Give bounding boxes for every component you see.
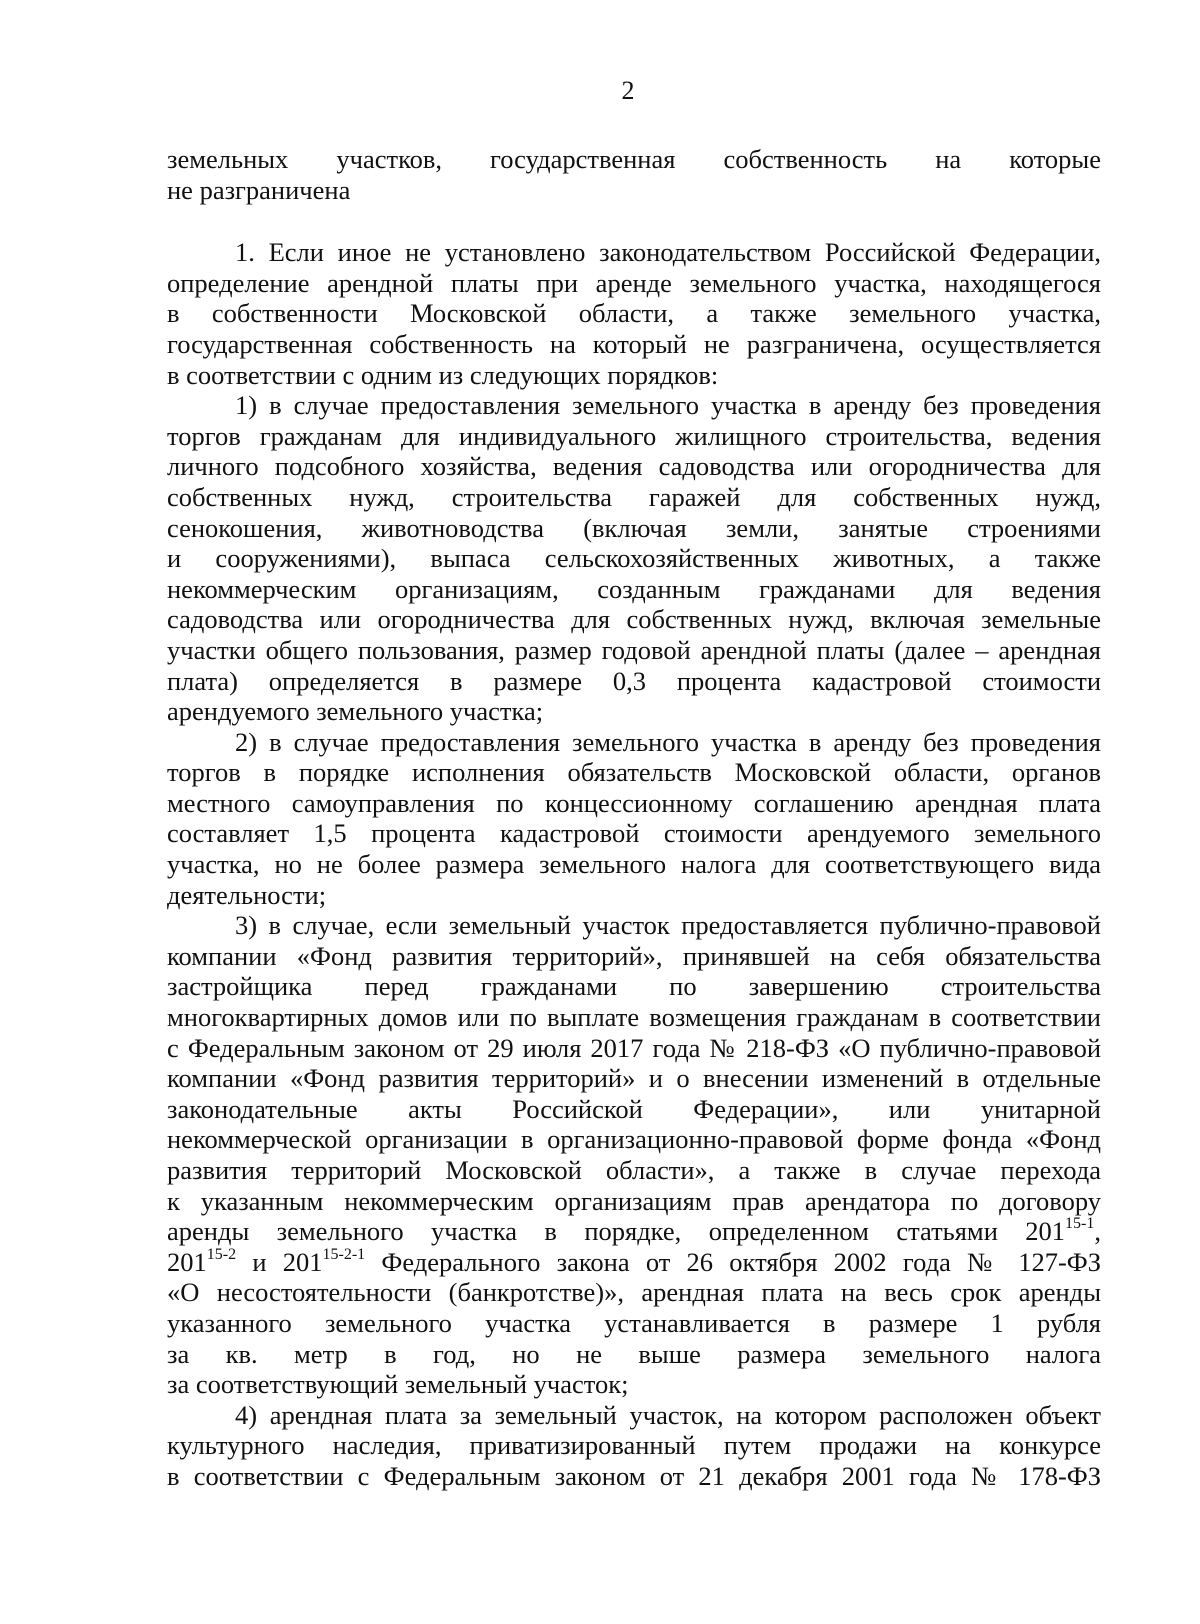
paragraph-1: [167, 237, 1101, 390]
text-line: в соответствии с Федеральным законом от 21 декабря 2001 года № 178-ФЗ: [167, 1460, 1101, 1491]
text-line: за кв. метр в год, но не выше размера земельного налога: [167, 1338, 1101, 1369]
text-fragment: Федерального закона от 26 октября 2002 года № 127-ФЗ: [365, 1246, 1101, 1277]
text-fragment: ,: [1094, 1216, 1101, 1247]
text-line: многоквартирных домов или по выплате возмещения гражданам в соответствии: [167, 1002, 1101, 1033]
text-fragment: и 201: [236, 1246, 323, 1277]
text-line: и сооружениями), выпаса сельскохозяйственных животных, а также: [167, 543, 1101, 574]
text-line: арендуемого земельного участка;: [167, 696, 544, 727]
text-line: плата) определяется в размере 0,3 процента кадастровой стоимости: [167, 665, 1101, 696]
text-line: развития территорий Московской области», а также в случае перехода: [167, 1155, 1101, 1185]
text-line-with-superscript: [167, 1216, 1101, 1247]
text-line: компании «Фонд развития территорий», принявшей на себя обязательства: [167, 940, 1101, 971]
item-2: [167, 727, 1101, 911]
text-line: участка, но не более размера земельного налога для соответствующего вида: [167, 849, 1101, 880]
text-line: личного подсобного хозяйства, ведения садоводства или огородничества для: [167, 451, 1101, 482]
text-line: составляет 1,5 процента кадастровой стоимости арендуемого земельного: [167, 818, 1101, 849]
text-line: садоводства или огородничества для собственных нужд, включая земельные: [167, 604, 1101, 635]
text-line: определение арендной платы при аренде земельного участка, находящегося: [167, 267, 1101, 298]
text-line-with-superscript: [167, 1247, 1101, 1278]
text-line: местного самоуправления по концессионному соглашению арендная плата: [167, 787, 1101, 818]
text-line: с Федеральным законом от 29 июля 2017 года № 218-ФЗ «О публично-правовой: [167, 1032, 1101, 1063]
page-number: 2: [621, 76, 635, 105]
text-line: за соответствующий земельный участок;: [167, 1369, 629, 1400]
item-1: [167, 390, 1101, 727]
superscript: 15-2: [206, 1245, 237, 1263]
text-line: сенокошения, животноводства (включая земли, занятые строениями: [167, 512, 1101, 543]
text-line: 2) в случае предоставления земельного участка в аренду без проведения: [235, 726, 1101, 757]
text-line: указанного земельного участка устанавливается в размере 1 рубля: [167, 1307, 1101, 1338]
text-line: «О несостоятельности (банкротстве)», арендная плата на весь срок аренды: [167, 1277, 1101, 1308]
text-line: собственных нужд, строительства гаражей для собственных нужд,: [167, 481, 1101, 512]
text-line: культурного наследия, приватизированный путем продажи на конкурсе: [167, 1430, 1101, 1461]
text-line: деятельности;: [167, 879, 327, 910]
item-3: [167, 910, 1101, 1400]
text-line: застройщика перед гражданами по завершению строительства: [167, 971, 1101, 1002]
text-line: 4) арендная плата за земельный участок, на котором расположен объект: [235, 1399, 1101, 1430]
document-body: [167, 144, 1101, 1492]
text-line: в собственности Московской области, а также земельного участка,: [167, 298, 1101, 329]
text-line: некоммерческим организациям, созданным гражданами для ведения: [167, 573, 1101, 604]
text-line: законодательные акты Российской Федерации», или унитарной: [167, 1093, 1101, 1124]
superscript: 15-1: [1065, 1215, 1095, 1233]
text-line: не разграничена: [167, 174, 351, 205]
text-fragment: аренды земельного участка в порядке, определенном статьями 201: [167, 1216, 1066, 1247]
text-line: 1) в случае предоставления земельного участка в аренду без проведения: [235, 390, 1101, 421]
spacer: [167, 205, 1101, 237]
text-line: государственная собственность на который не разграничена, осуществляется: [167, 328, 1101, 359]
text-line: торгов в порядке исполнения обязательств Московской области, органов: [167, 757, 1101, 788]
text-line: 1. Если иное не установлено законодательством Российской Федерации,: [235, 237, 1101, 268]
text-line: в соответствии с одним из следующих порядков:: [167, 359, 719, 390]
text-line: 3) в случае, если земельный участок предоставляется публично-правовой: [235, 910, 1101, 941]
text-line: земельных участков, государственная собственность на которые: [167, 144, 1101, 174]
text-line: торгов гражданам для индивидуального жилищного строительства, ведения: [167, 420, 1101, 451]
text-line: некоммерческой организации в организационно-правовой форме фонда «Фонд: [167, 1124, 1101, 1155]
text-line: участки общего пользования, размер годовой арендной платы (далее – арендная: [167, 634, 1101, 665]
superscript: 15-2-1: [322, 1245, 366, 1263]
text-fragment: 201: [167, 1246, 207, 1277]
text-line: компании «Фонд развития территорий» и о внесении изменений в отдельные: [167, 1063, 1101, 1094]
text-line: к указанным некоммерческим организациям прав арендатора по договору: [167, 1185, 1101, 1216]
heading-tail: [167, 144, 1101, 205]
item-4: [167, 1400, 1101, 1492]
